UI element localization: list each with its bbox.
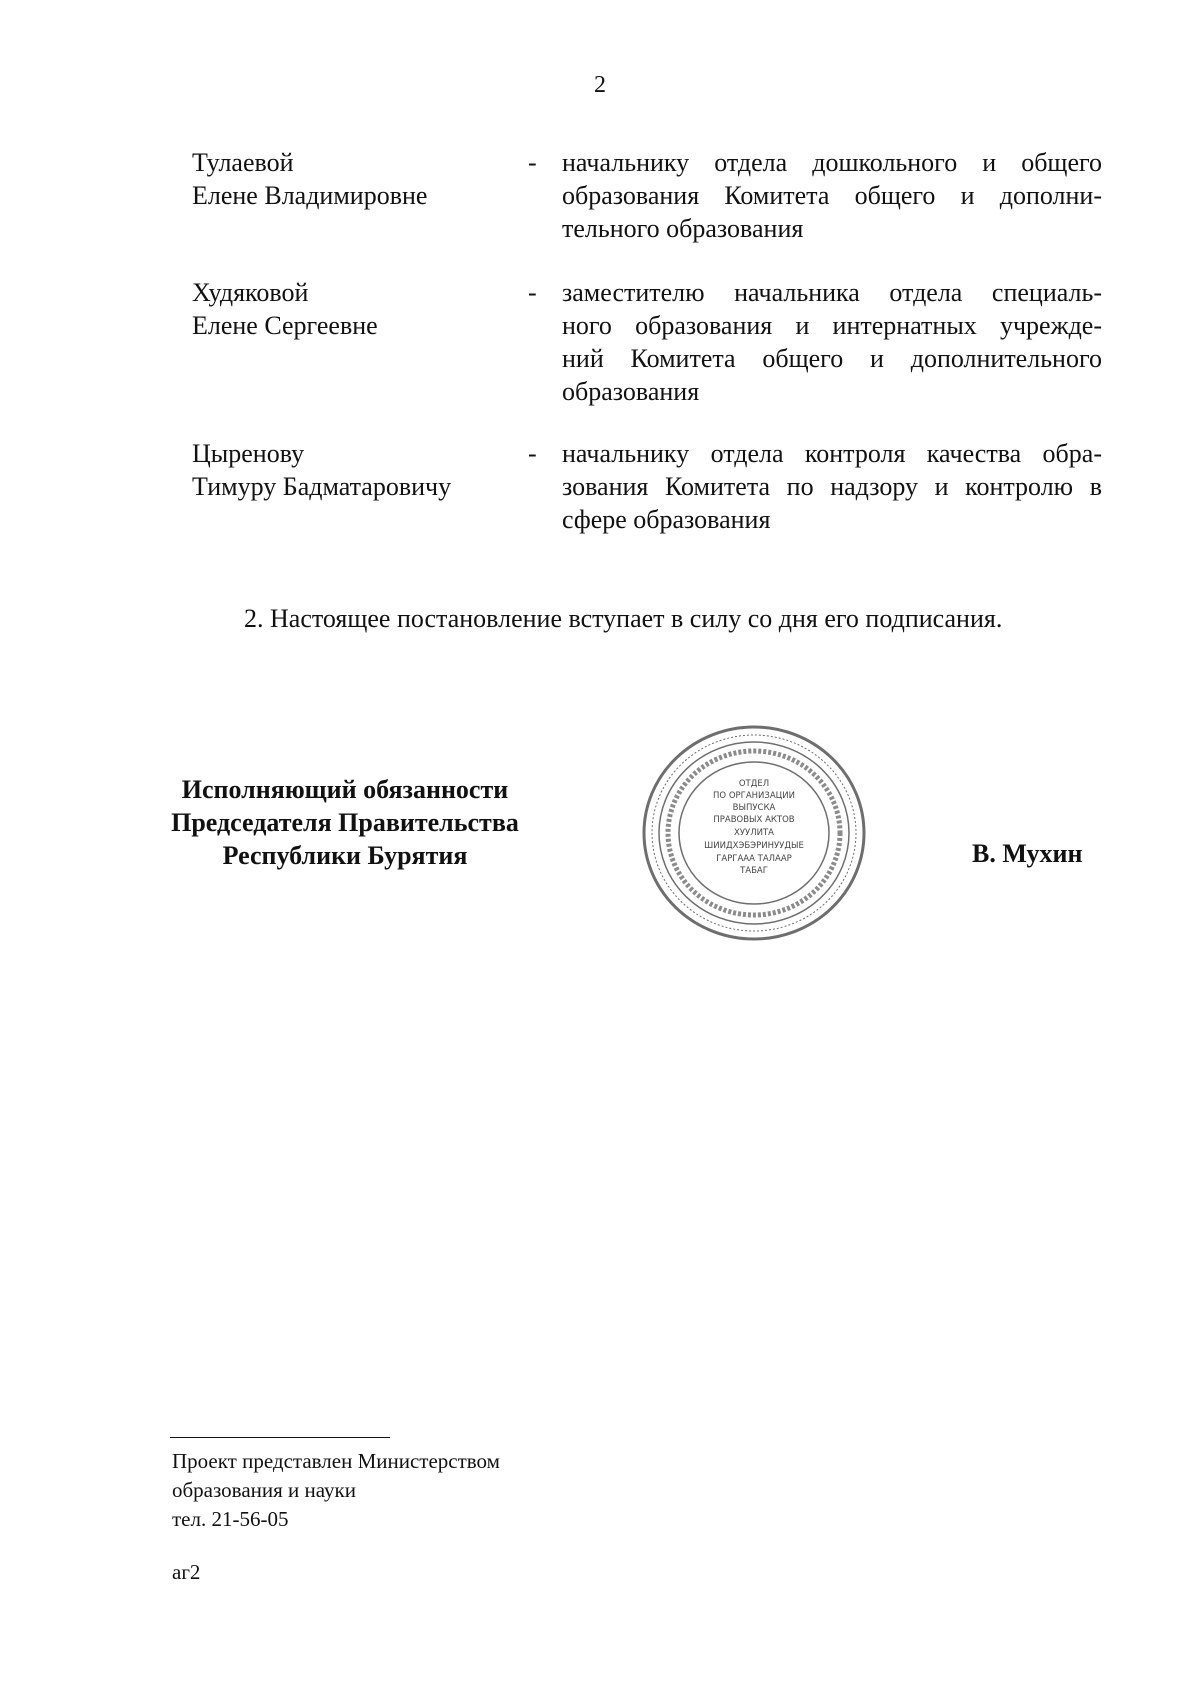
footnote-line: Проект представлен Министерством [172,1449,500,1473]
footnote-divider [170,1437,390,1438]
footnote-line: тел. 21-56-05 [172,1507,289,1531]
page-number: 2 [594,72,606,98]
position-line: начальнику отдела контроля качества обра- [562,439,1102,468]
seal-center-line: ГАРГААА ТАЛААР [716,854,792,864]
person-name [192,276,512,342]
position-text [562,437,1102,536]
seal-center-line: ПРАВОВЫХ АКТОВ [713,815,795,825]
signer-title [150,773,540,872]
given-names: Елене Сергеевне [192,311,378,340]
seal-center-line: ТАБАГ [740,866,768,876]
seal-center-line: ШИИДХЭБЭРИНУУДЫЕ [704,841,804,851]
position-line: зования Комитета по надзору и контролю в [562,472,1102,501]
given-names: Елене Владимировне [192,181,428,210]
position-line: ного образования и интернатных учрежде- [562,311,1102,340]
position-text [562,146,1102,245]
footnote [172,1447,500,1534]
position-line: заместителю начальника отдела специаль- [562,278,1102,307]
seal-center-line: ВЫПУСКА [732,803,776,813]
footnote-line: образования и науки [172,1478,356,1502]
surname: Цыренову [192,439,305,468]
dash-separator: - [528,278,537,307]
clause-2: 2. Настоящее постановление вступает в силу со дня его подписания. [244,604,1003,633]
seal-center-line: ОТДЕЛ [738,779,770,789]
seal-center-line: ХУУЛИТА [734,828,774,838]
signer-name: В. Мухин [972,839,1083,868]
dash-separator: - [528,439,537,468]
position-line: образования Комитета общего и дополни- [562,181,1102,210]
surname: Тулаевой [192,148,294,177]
position-line: начальнику отдела дошкольного и общего [562,148,1102,177]
signer-title-line: Республики Бурятия [222,841,468,870]
signer-title-line: Председателя Правительства [171,808,519,837]
surname: Худяковой [192,278,309,307]
person-name [192,437,512,503]
position-line: сфере образования [562,505,771,534]
position-text [562,276,1102,408]
position-line: тельного образования [562,214,804,243]
position-line: образования [562,377,700,406]
signer-title-line: Исполняющий обязанности [181,775,509,804]
document-code: аг2 [172,1560,201,1584]
dash-separator: - [528,148,537,177]
official-seal [639,722,869,944]
seal-center-line: ПО ОРГАНИЗАЦИИ [713,791,795,801]
position-line: ний Комитета общего и дополнительного [562,344,1102,373]
given-names: Тимуру Бадматаровичу [192,472,452,501]
person-name [192,146,512,212]
